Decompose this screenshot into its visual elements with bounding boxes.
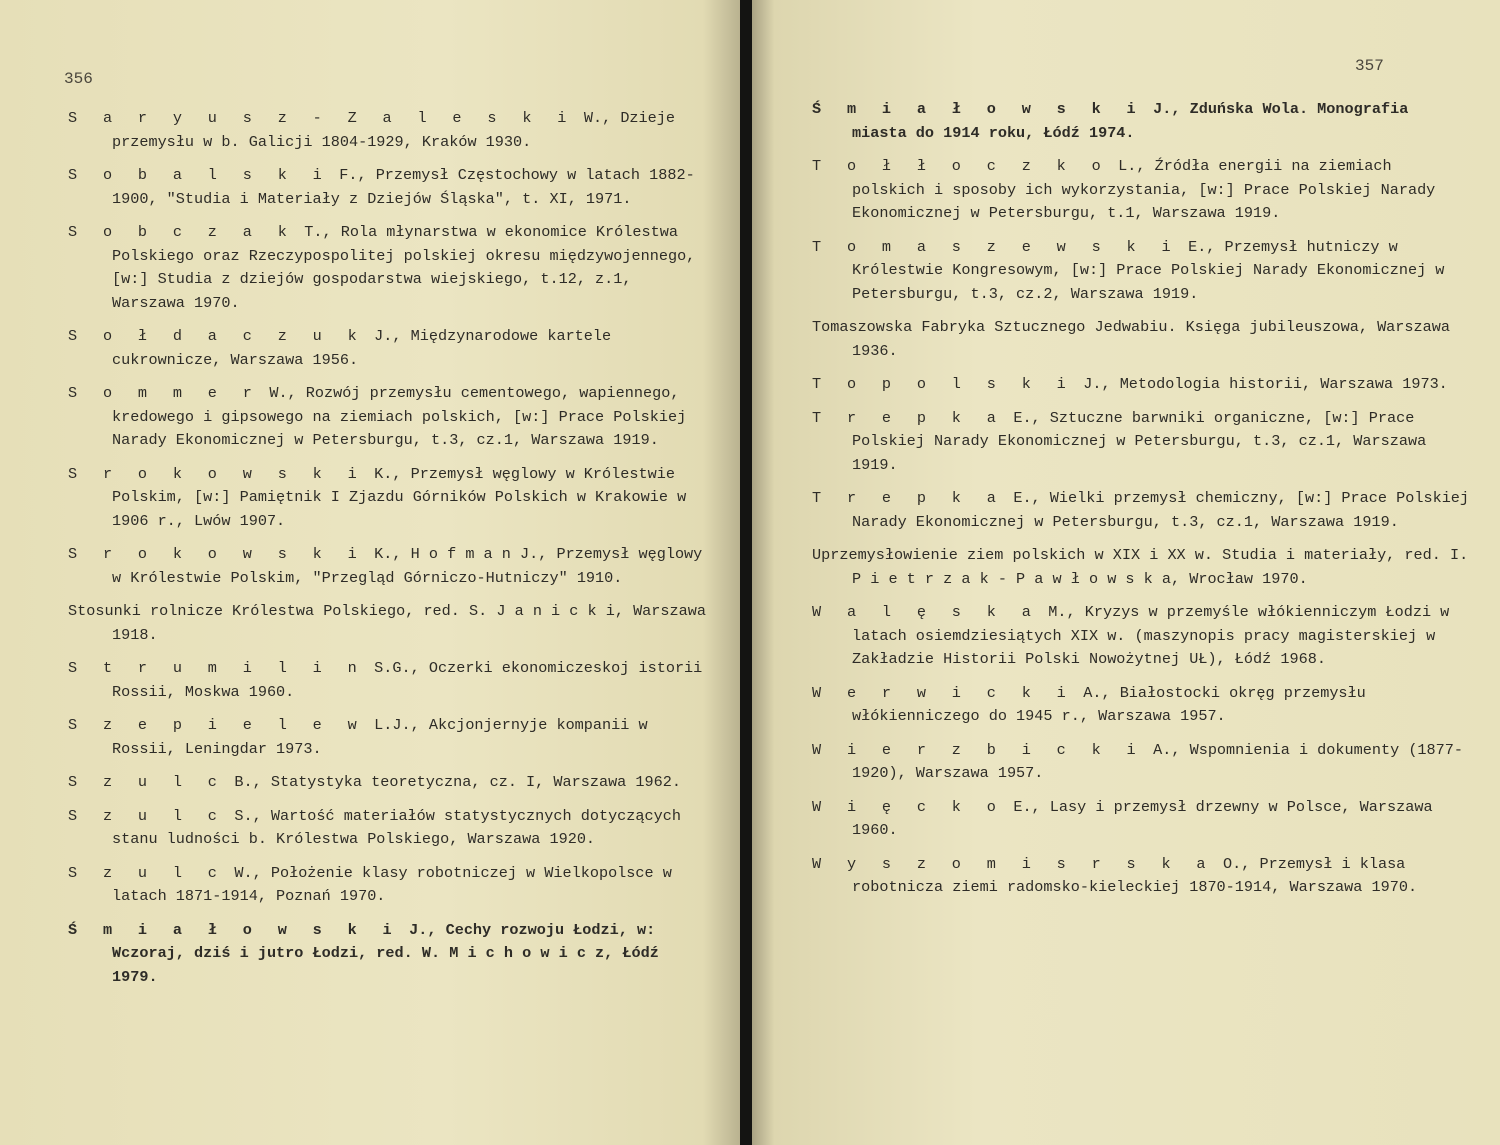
entry-author: S z u l c — [68, 773, 226, 791]
entry-author: S z u l c — [68, 863, 226, 882]
bibliography-entry — [812, 316, 1472, 363]
entry-text: S., Wartość materiałów statystycznych dotyczących stanu ludności b. Królestwa Polskiego, Warszawa 1920. — [112, 806, 681, 848]
entry-text: W., Położenie klasy robotniczej w Wielkopolsce w latach 1871-1914, Poznań 1970. — [112, 863, 672, 905]
bibliography-list-right — [812, 98, 1472, 910]
bibliography-entry — [68, 382, 708, 453]
entry-author: S r o k o w s k i — [68, 545, 366, 563]
bibliography-entry — [68, 543, 708, 590]
entry-author: T r e p k a — [812, 408, 1005, 427]
bibliography-entry — [68, 164, 708, 211]
entry-text: L., Źródła energii na ziemiach polskich i sposoby ich wykorzystania, [w:] Prace Polskiej Narady Ekonomicznej w Petersburgu, t.1, Warszawa 1919. — [852, 157, 1436, 222]
entry-author: Ś m i a ł o w s k i — [812, 100, 1145, 118]
entry-text: Tomaszowska Fabryka Sztucznego Jedwabiu. Księga jubileuszowa, Warszawa 1936. — [812, 318, 1450, 360]
entry-text: T., Rola młynarstwa w ekonomice Królestwa Polskiego oraz Rzeczypospolitej polskiej okresu międzywojennego, [w:] Studia z dziejów gospodarstwa wiejskiego, t.12, z.1, Warszawa 1970. — [112, 223, 696, 312]
entry-text: J., Cechy rozwoju Łodzi, w: Wczoraj, dziś i jutro Łodzi, red. W. M i c h o w i c z, Łódź 1979. — [112, 920, 659, 986]
entry-author: S r o k o w s k i — [68, 464, 366, 483]
bibliography-entry — [68, 771, 708, 795]
entry-author: T o p o l s k i — [812, 375, 1075, 393]
entry-author: W i e r z b i c k i — [812, 740, 1145, 759]
entry-text: W., Dzieje przemysłu w b. Galicji 1804-1929, Kraków 1930. — [112, 109, 676, 151]
entry-text: E., Wielki przemysł chemiczny, [w:] Prace Polskiej Narady Ekonomicznej w Petersburgu, t.3, cz.1, Warszawa 1919. — [852, 489, 1470, 531]
entry-author: W e r w i c k i — [812, 683, 1075, 702]
bibliography-entry — [812, 155, 1472, 226]
entry-author: S o ł d a c z u k — [68, 327, 366, 345]
entry-text: A., Białostocki okręg przemysłu włókienniczego do 1945 r., Warszawa 1957. — [852, 683, 1366, 725]
bibliography-entry — [68, 463, 708, 534]
entry-text: J., Metodologia historii, Warszawa 1973. — [1074, 375, 1448, 393]
bibliography-entry — [812, 682, 1472, 729]
entry-text: W., Rozwój przemysłu cementowego, wapiennego, kredowego i gipsowego na ziemiach polskich, [w:] Prace Polskiej Narady Ekonomicznej w Petersburgu, t.3, cz.1, Warszawa 1919. — [112, 384, 687, 449]
bibliography-entry — [68, 325, 708, 372]
bibliography-entry — [68, 107, 708, 154]
entry-author: T o ł ł o c z k o — [812, 157, 1110, 175]
bibliography-entry — [812, 407, 1472, 478]
bibliography-entry — [68, 600, 708, 647]
entry-author: S o b a l s k i — [68, 166, 331, 184]
entry-text: E., Przemysł hutniczy w Królestwie Kongresowym, [w:] Prace Polskiej Narady Ekonomicznej w Petersburgu, t.3, cz.2, Warszawa 1919. — [852, 237, 1445, 303]
page-number-left: 356 — [64, 70, 93, 88]
entry-author: S o m m e r — [68, 384, 261, 402]
entry-text: O., Przemysł i klasa robotnicza ziemi radomsko-kieleckiej 1870-1914, Warszawa 1970. — [852, 854, 1418, 896]
entry-author: W i ę c k o — [812, 797, 1005, 816]
book-gutter — [740, 0, 752, 1145]
bibliography-entry — [68, 657, 708, 704]
bibliography-entry — [812, 796, 1472, 843]
entry-text: Uprzemysłowienie ziem polskich w XIX i XX w. Studia i materiały, red. I. P i e t r z a k - P a w ł o w s k a, Wrocław 1970. — [812, 546, 1469, 588]
bibliography-entry — [68, 919, 708, 990]
entry-author: S z u l c — [68, 806, 226, 825]
bibliography-entry — [812, 544, 1472, 591]
entry-author: S a r y u s z - Z a l e s k i — [68, 109, 575, 127]
entry-author: T r e p k a — [812, 489, 1005, 507]
bibliography-list-left — [68, 107, 708, 999]
entry-author: W y s z o m i s r s k a — [812, 854, 1214, 873]
entry-text: Stosunki rolnicze Królestwa Polskiego, red. S. J a n i c k i, Warszawa 1918. — [68, 602, 706, 644]
page-number-right: 357 — [1355, 57, 1384, 75]
entry-text: S.G., Oczerki ekonomiczeskoj istorii Rossii, Moskwa 1960. — [112, 659, 703, 701]
entry-text: J., Międzynarodowe kartele cukrownicze, Warszawa 1956. — [112, 327, 612, 369]
bibliography-entry — [68, 714, 708, 761]
bibliography-entry — [812, 236, 1472, 307]
left-page — [0, 0, 740, 1145]
bibliography-entry — [812, 98, 1472, 145]
entry-text: A., Wspomnienia i dokumenty (1877-1920), Warszawa 1957. — [852, 740, 1464, 782]
entry-text: K., Przemysł węglowy w Królestwie Polskim, [w:] Pamiętnik I Zjazdu Górników Polskich w Krakowie w 1906 r., Lwów 1907. — [112, 464, 687, 530]
entry-text: M., Kryzys w przemyśle włókienniczym Łodzi w latach osiemdziesiątych XIX w. (maszynopis pracy magisterskiej w Zakładzie Historii Polski Nowożytnej UŁ), Łódź 1968. — [852, 603, 1450, 668]
bibliography-entry — [812, 373, 1472, 397]
entry-author: T o m a s z e w s k i — [812, 237, 1179, 256]
bibliography-entry — [812, 601, 1472, 672]
entry-text: L.J., Akcjonjernyje kompanii w Rossii, Leningdar 1973. — [112, 716, 648, 758]
entry-text: J., Zduńska Wola. Monografia miasta do 1914 roku, Łódź 1974. — [852, 100, 1409, 142]
entry-author: Ś m i a ł o w s k i — [68, 920, 401, 939]
entry-text: K., H o f m a n J., Przemysł węglowy w Królestwie Polskim, "Przegląd Górniczo-Hutniczy" 1910. — [112, 545, 703, 587]
bibliography-entry — [812, 739, 1472, 786]
entry-text: E., Lasy i przemysł drzewny w Polsce, Warszawa 1960. — [852, 797, 1433, 839]
entry-author: W a l ę s k a — [812, 603, 1040, 621]
entry-text: E., Sztuczne barwniki organiczne, [w:] Prace Polskiej Narady Ekonomicznej w Petersburgu, t.3, cz.1, Warszawa 1919. — [852, 408, 1427, 474]
bibliography-entry — [68, 221, 708, 315]
bibliography-entry — [68, 805, 708, 852]
entry-author: S t r u m i l i n — [68, 659, 366, 677]
right-page — [752, 0, 1500, 1145]
entry-author: S z e p i e l e w — [68, 716, 366, 734]
entry-text: B., Statystyka teoretyczna, cz. I, Warszawa 1962. — [225, 773, 681, 791]
bibliography-entry — [68, 862, 708, 909]
entry-author: S o b c z a k — [68, 223, 296, 241]
entry-text: F., Przemysł Częstochowy w latach 1882-1900, "Studia i Materiały z Dziejów Śląska", t. XI, 1971. — [112, 166, 695, 208]
bibliography-entry — [812, 853, 1472, 900]
bibliography-entry — [812, 487, 1472, 534]
